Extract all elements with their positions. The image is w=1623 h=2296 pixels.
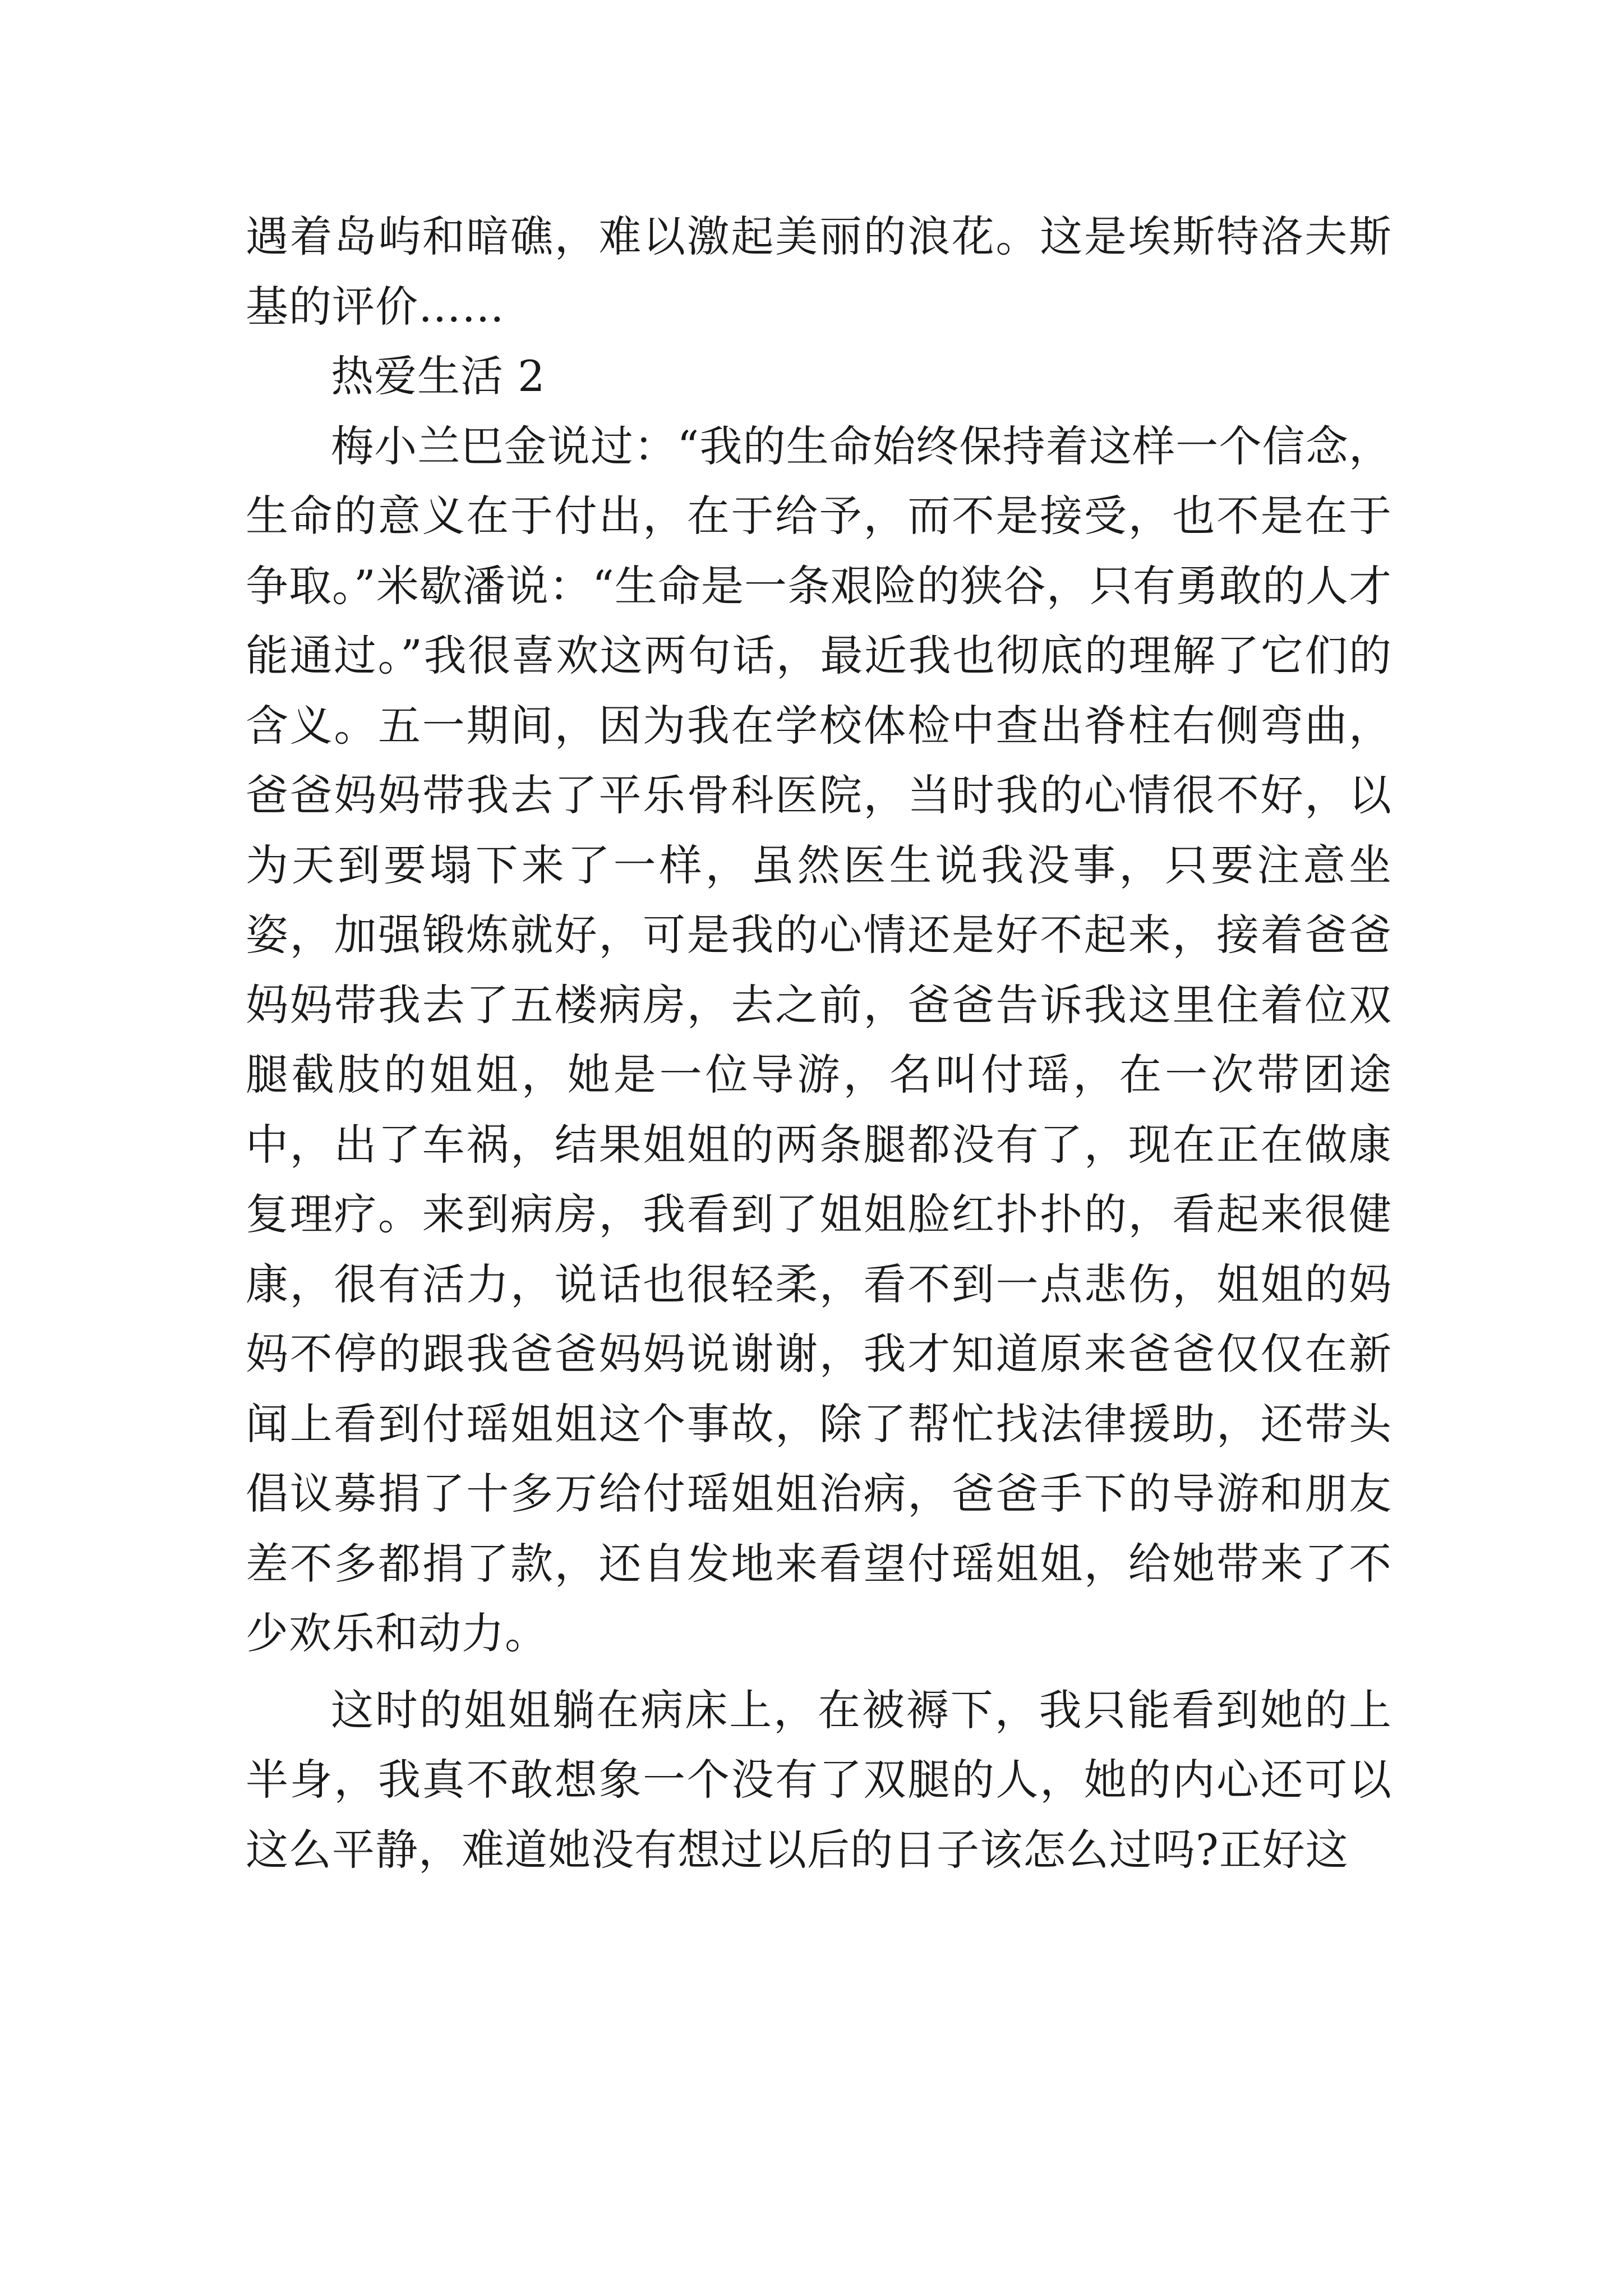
paragraph-next: 这时的姐姐躺在病床上，在被褥下，我只能看到她的上半身，我真不敢想象一个没有了双腿的人，她的内心还可以这么平静，难道她没有想过以后的日子该怎么过吗?正好这	[246, 1685, 1392, 1875]
paragraph-continued: 遇着岛屿和暗礁，难以激起美丽的浪花。这是埃斯特洛夫斯基的评价……	[246, 211, 1392, 332]
section-heading: 热爱生活 2	[331, 351, 546, 401]
document-body	[246, 202, 1392, 1885]
paragraph-main: 梅小兰巴金说过：“我的生命始终保持着这样一个信念，生命的意义在于付出，在于给予，而不是接受，也不是在于争取。”米歇潘说：“生命是一条艰险的狭谷，只有勇敢的人才能通过。”我很喜欢这两句话，最近我也彻底的理解了它们的含义。五一期间，因为我在学校体检中查出脊柱右侧弯曲，爸爸妈妈带我去了平乐骨科医院，当时我的心情很不好，以为天到要塌下来了一样，虽然医生说我没事，只要注意坐姿，加强锻炼就好，可是我的心情还是好不起来，接着爸爸妈妈带我去了五楼病房，去之前，爸爸告诉我这里住着位双腿截肢的姐姐，她是一位导游，名叫付瑶，在一次带团途中，出了车祸，结果姐姐的两条腿都没有了，现在正在做康复理疗。来到病房，我看到了姐姐脸红扑扑的，看起来很健康，很有活力，说话也很轻柔，看不到一点悲伤，姐姐的妈妈不停的跟我爸爸妈妈说谢谢，我才知道原来爸爸仅仅在新闻上看到付瑶姐姐这个事故，除了帮忙找法律援助，还带头倡议募捐了十多万给付瑶姐姐治病，爸爸手下的导游和朋友差不多都捐了款，还自发地来看望付瑶姐姐，给她带来了不少欢乐和动力。	[246, 421, 1392, 1658]
